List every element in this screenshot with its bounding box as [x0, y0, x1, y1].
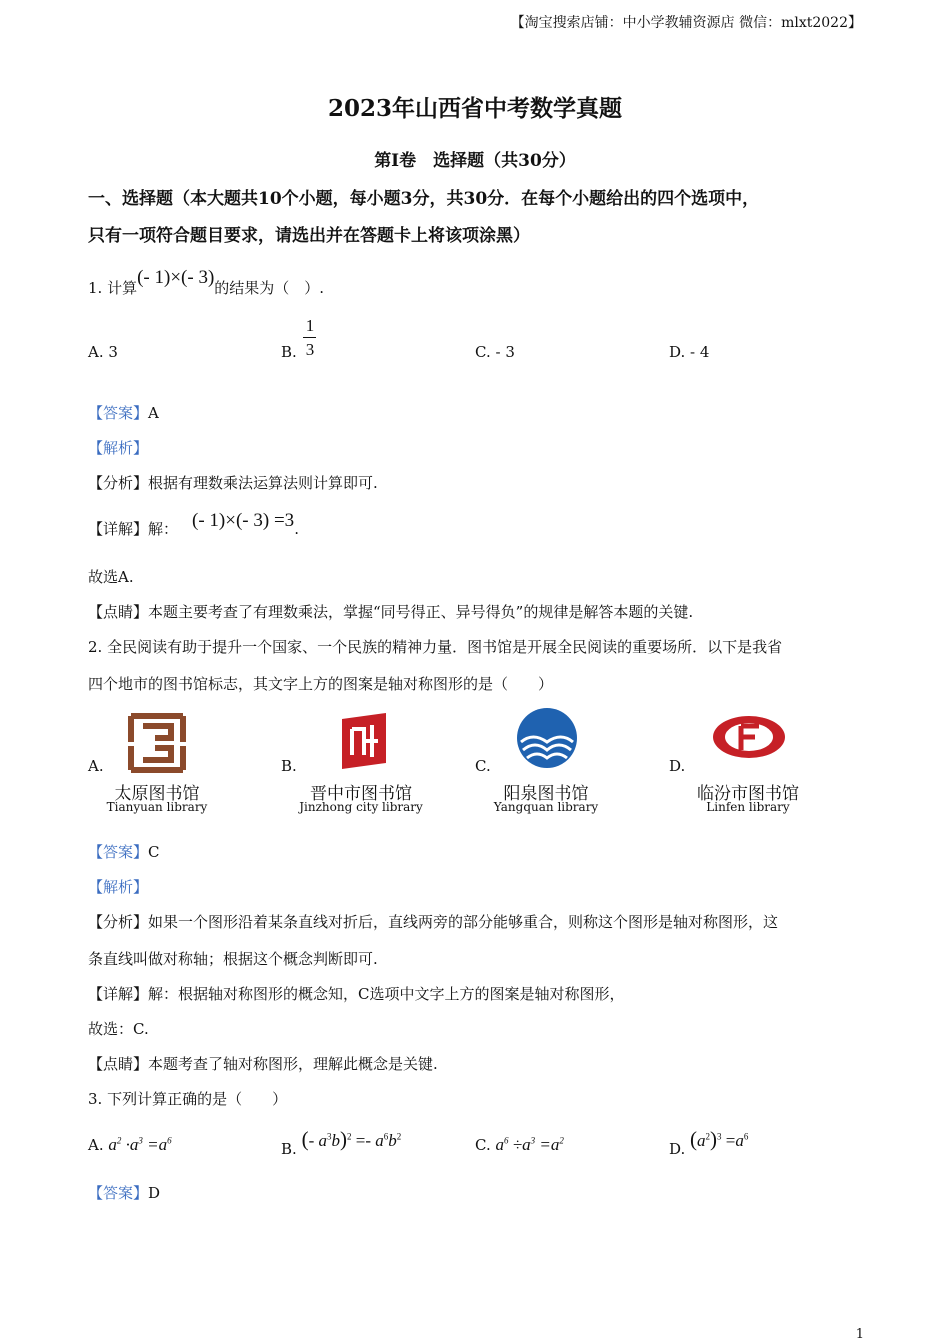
question-3: 3. 下列计算正确的是（ ） — [88, 1090, 288, 1108]
q2-answer: 【答案】C — [88, 843, 160, 861]
q1-analysis-tag: 【解析】 — [88, 439, 149, 457]
q1-option-c: C. - 3 — [475, 343, 515, 361]
yangquan-library-logo — [515, 706, 579, 770]
q1-fenxi: 【分析】根据有理数乘法运算法则计算即可. — [88, 474, 378, 492]
q2-xiangjie: 【详解】解：根据轴对称图形的概念知，C选项中文字上方的图案是轴对称图形， — [88, 985, 625, 1003]
section-instruction-2: 只有一项符合题目要求，请选出并在答题卡上将该项涂黑） — [88, 226, 530, 246]
page-header: 【淘宝搜索店铺：中小学教辅资源店 微信：mlxt2022】 — [510, 15, 862, 31]
page-number: 1 — [855, 1327, 864, 1342]
q2-option-c-en: Yangquan library — [493, 800, 599, 814]
question-2-line-2: 四个地市的图书馆标志，其文字上方的图案是轴对称图形的是（ ） — [88, 675, 554, 693]
q3-option-b: B. (- $a^3b)^2 =- a^6b^2$ — [281, 1127, 402, 1158]
section-instruction-1: 一、选择题（本大题共10个小题，每小题3分，共30分．在每个小题给出的四个选项中， — [88, 189, 760, 209]
q1-option-b-label: B. — [281, 343, 297, 361]
q3-option-a: A. $a^2 \cdot a^3 =a^6$ — [88, 1135, 172, 1154]
q2-option-a-en: Tianyuan library — [106, 800, 208, 814]
q1-solution-expression: (- 1)×(- 3) =3 — [192, 510, 295, 531]
q2-option-c-name: 阳泉图书馆 — [503, 784, 589, 804]
jinzhong-library-logo — [338, 711, 390, 771]
q1-choice: 故选A. — [88, 568, 134, 586]
question-1: 1. 计算(- 1)×(- 3)的结果为（ ）. — [88, 267, 325, 297]
q2-option-d-name: 临汾市图书馆 — [697, 784, 799, 804]
q1-option-b-denominator: 3 — [305, 340, 315, 359]
q2-dianjing: 【点睛】本题考查了轴对称图形，理解此概念是关键. — [88, 1055, 438, 1073]
q2-option-a-name: 太原图书馆 — [114, 784, 200, 804]
question-2-line-1: 2. 全民阅读有助于提升一个国家、一个民族的精神力量．图书馆是开展全民阅读的重要场所．以下是我省 — [88, 638, 783, 656]
q2-option-b-en: Jinzhong city library — [299, 800, 423, 814]
q2-fenxi-1: 【分析】如果一个图形沿着某条直线对折后，直线两旁的部分能够重合，则称这个图形是轴对称图形，这 — [88, 913, 779, 931]
q3-answer: 【答案】D — [88, 1184, 161, 1202]
q2-option-a-label: A. — [88, 757, 104, 775]
q2-option-b-name: 晋中市图书馆 — [310, 784, 412, 804]
q3-option-d: D. $(a^2)^3 =a^6$ — [669, 1127, 749, 1158]
q1-option-b-numerator: 1 — [305, 316, 315, 335]
q1-dianjing: 【点睛】本题主要考查了有理数乘法，掌握“同号得正、异号得负”的规律是解答本题的关键. — [88, 603, 694, 621]
q3-option-c: C. $a^6 \div a^3 =a^2$ — [475, 1135, 564, 1154]
q2-option-c-label: C. — [475, 757, 491, 775]
q2-option-d-en: Linfen library — [706, 800, 790, 814]
q1-option-d: D. - 4 — [669, 343, 710, 361]
part-title: 第Ⅰ卷 选择题（共30分） — [374, 151, 576, 171]
q1-xiangjie: 【详解】解： (- 1)×(- 3) =3. — [88, 510, 299, 538]
q2-option-b-label: B. — [281, 757, 297, 775]
taiyuan-library-logo — [127, 712, 187, 774]
q2-analysis-tag: 【解析】 — [88, 878, 149, 896]
q2-option-d-label: D. — [669, 757, 686, 775]
fraction-bar — [303, 337, 316, 338]
page-title: 2023年山西省中考数学真题 — [327, 95, 622, 122]
q2-fenxi-2: 条直线叫做对称轴；根据这个概念判断即可. — [88, 950, 378, 968]
q2-choice: 故选：C. — [88, 1020, 149, 1038]
q1-expression: (- 1)×(- 3) — [137, 267, 215, 288]
q1-answer: 【答案】A — [88, 404, 159, 422]
q1-option-a: A. 3 — [88, 343, 118, 361]
linfen-library-logo — [711, 714, 787, 760]
